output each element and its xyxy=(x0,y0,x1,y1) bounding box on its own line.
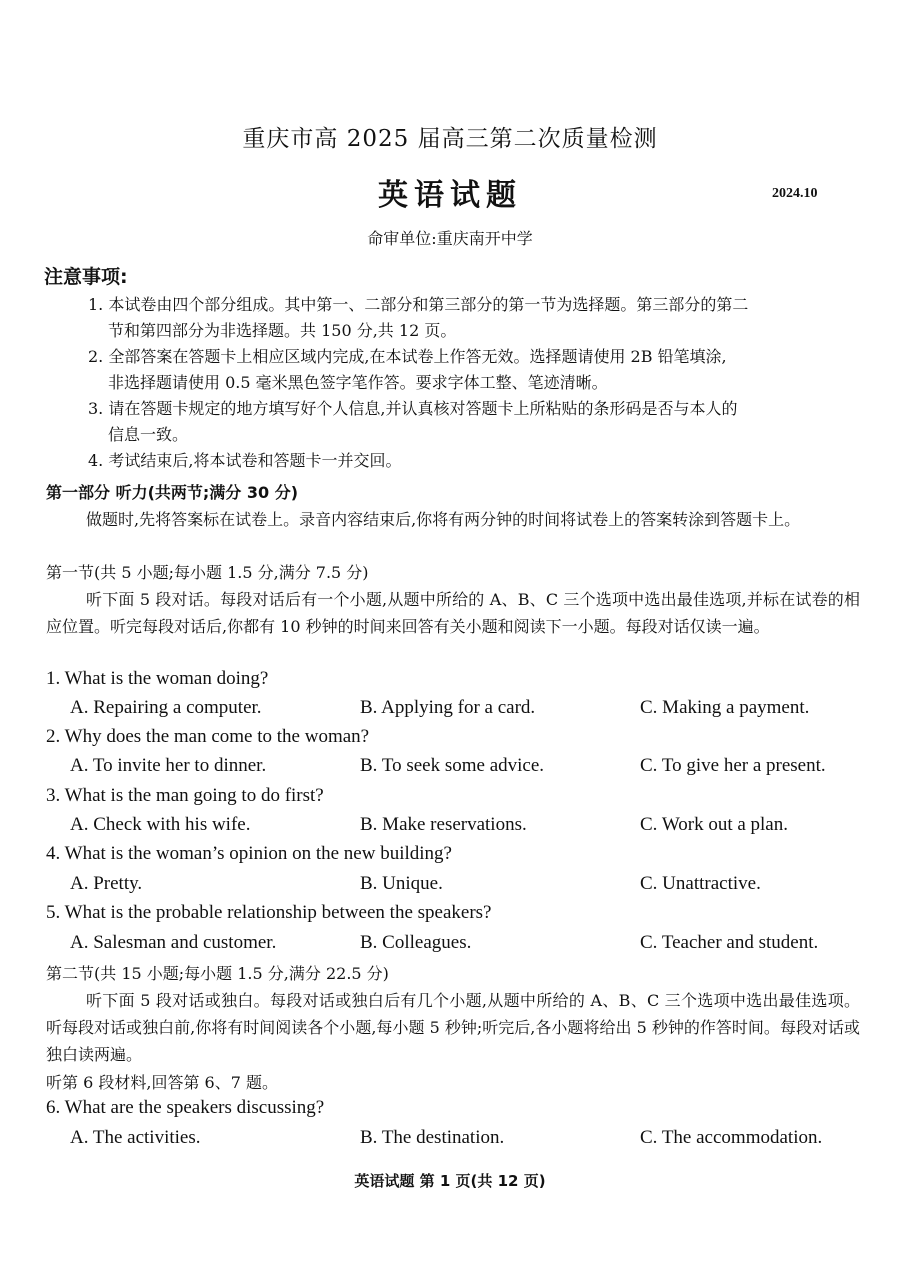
section1-heading: 第一节(共 5 小题;每小题 1.5 分,满分 7.5 分) xyxy=(46,563,369,582)
question-5-option-c: C. Teacher and student. xyxy=(640,932,819,953)
question-5-option-b: B. Colleagues. xyxy=(360,932,472,953)
notice-item-1-line2: 节和第四部分为非选择题。共 150 分,共 12 页。 xyxy=(108,321,457,340)
question-3: 3. What is the man going to do first? xyxy=(46,785,324,806)
question-3-option-a: A. Check with his wife. xyxy=(70,814,251,835)
question-1-option-a: A. Repairing a computer. xyxy=(70,697,262,718)
question-5: 5. What is the probable relationship between the speakers? xyxy=(46,902,492,923)
question-2-option-a: A. To invite her to dinner. xyxy=(70,755,267,776)
question-3-option-c: C. Work out a plan. xyxy=(640,814,788,835)
notice-item-2-line2: 非选择题请使用 0.5 毫米黑色签字笔作答。要求字体工整、笔迹清晰。 xyxy=(108,373,608,392)
question-1-option-c: C. Making a payment. xyxy=(640,697,810,718)
question-5-option-a: A. Salesman and customer. xyxy=(70,932,277,953)
section1-instruction: 听下面 5 段对话。每段对话后有一个小题,从题中所给的 A、B、C 三个选项中选出最佳选项,并标在试卷的相应位置。听完每段对话后,你都有 10 秒钟的时间来回答有关小题和阅读下一小题。每段对话仅读一遍。 xyxy=(46,590,860,636)
notice-item-3-line1: 3. 请在答题卡规定的地方填写好个人信息,并认真核对答题卡上所粘贴的条形码是否与本人的 xyxy=(88,399,738,418)
exam-setter: 命审单位:重庆南开中学 xyxy=(367,229,533,248)
question-1: 1. What is the woman doing? xyxy=(46,668,269,689)
notice-item-1-line1: 1. 本试卷由四个部分组成。其中第一、二部分和第三部分的第一节为选择题。第三部分的第二 xyxy=(88,295,749,314)
material-note: 听第 6 段材料,回答第 6、7 题。 xyxy=(46,1073,278,1092)
page-footer: 英语试题 第 1 页(共 12 页) xyxy=(354,1172,546,1190)
notice-heading: 注意事项: xyxy=(44,266,128,288)
question-3-option-b: B. Make reservations. xyxy=(360,814,527,835)
question-2-option-b: B. To seek some advice. xyxy=(360,755,545,776)
notice-item-2-line1: 2. 全部答案在答题卡上相应区域内完成,在本试卷上作答无效。选择题请使用 2B 铅笔填涂, xyxy=(88,347,727,366)
question-4-option-a: A. Pretty. xyxy=(70,873,143,894)
question-6: 6. What are the speakers discussing? xyxy=(46,1097,325,1118)
exam-subject-title: 英语试题 xyxy=(378,178,522,213)
question-4: 4. What is the woman’s opinion on the new building? xyxy=(46,843,452,864)
part1-intro: 做题时,先将答案标在试卷上。录音内容结束后,你将有两分钟的时间将试卷上的答案转涂到答题卡上。 xyxy=(86,510,801,529)
section2-instruction: 听下面 5 段对话或独白。每段对话或独白后有几个小题,从题中所给的 A、B、C 三个选项中选出最佳选项。听每段对话或独白前,你将有时间阅读各个小题,每小题 5 秒钟;听完后,各小题将给出 5 秒钟的作答时间。每段对话或独白读两遍。 xyxy=(46,991,860,1064)
question-2: 2. Why does the man come to the woman? xyxy=(46,726,370,747)
exam-header-title: 重庆市高 2025 届高三第二次质量检测 xyxy=(242,126,658,152)
notice-item-3-line2: 信息一致。 xyxy=(108,425,189,444)
question-4-option-b: B. Unique. xyxy=(360,873,443,894)
section2-heading: 第二节(共 15 小题;每小题 1.5 分,满分 22.5 分) xyxy=(46,964,389,983)
question-6-option-a: A. The activities. xyxy=(70,1127,201,1148)
question-2-option-c: C. To give her a present. xyxy=(640,755,826,776)
notice-item-4-line1: 4. 考试结束后,将本试卷和答题卡一并交回。 xyxy=(88,451,402,470)
question-4-option-c: C. Unattractive. xyxy=(640,873,761,894)
question-6-option-c: C. The accommodation. xyxy=(640,1127,823,1148)
part1-heading: 第一部分 听力(共两节;满分 30 分) xyxy=(46,483,299,502)
question-1-option-b: B. Applying for a card. xyxy=(360,697,536,718)
question-6-option-b: B. The destination. xyxy=(360,1127,505,1148)
exam-date: 2024.10 xyxy=(772,186,818,201)
